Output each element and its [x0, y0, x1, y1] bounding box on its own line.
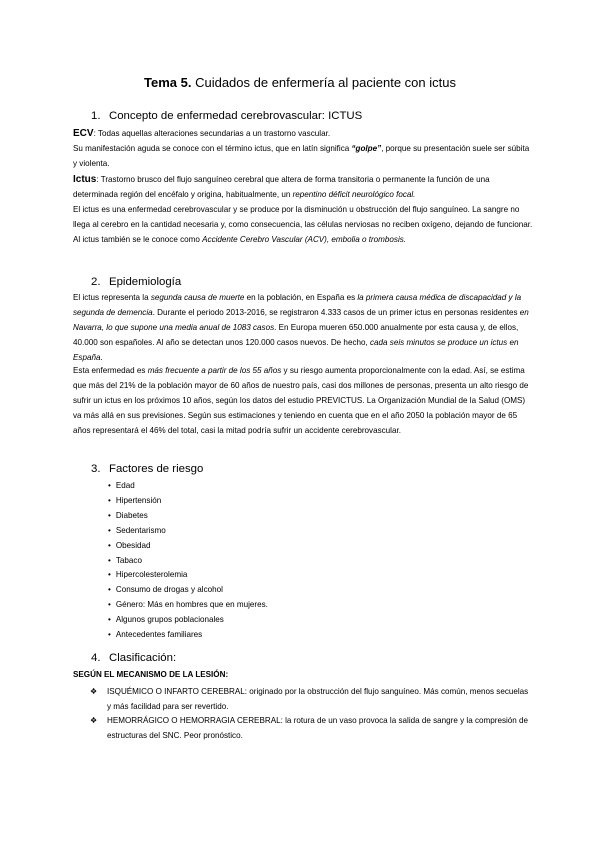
paragraph-ictus: Ictus: Trastorno brusco del flujo sanguíneo cerebral que altera de forma transitoria o permanente la función de una determinada región del encéfalo y origina, habitualmente, un repentino déficit neurológico focal.	[73, 174, 490, 199]
list-item: • Algunos grupos poblacionales	[108, 613, 268, 628]
section-heading-1: 1. Concepto de enfermedad cerebrovascular: ICTUS	[91, 110, 363, 122]
section-heading-2: 2. Epidemiología	[91, 276, 182, 288]
list-item: • Obesidad	[108, 539, 268, 554]
list-item: • Antecedentes familiares	[108, 628, 268, 643]
list-item: • Sedentarismo	[108, 524, 268, 539]
term-ecv: ECV	[73, 128, 94, 139]
section-heading-3: 3. Factores de riesgo	[91, 463, 204, 475]
paragraph-epidemiology-1: El ictus representa la segunda causa de muerte en la población, en España es la primera causa médica de discapacidad y la segunda de demencia. Durante el periodo 2013-2016, se registraron 4.333 casos de un primer ictus en personas residentes en Navarra, lo que supone una media anual de 1083 casos. En Europa mueren 650.000 anualmente por esta causa y, de ellos, 40.000 son españoles. Al año se detectan unos 120.000 casos nuevos. De hecho, cada seis minutos se produce un ictus en España.	[73, 293, 529, 362]
page-title	[0, 75, 600, 90]
list-item: • Género: Más en hombres que en mujeres.	[108, 598, 268, 613]
classification-subheading: SEGÚN EL MECANISMO DE LA LESIÓN:	[73, 670, 229, 679]
title-text: Cuidados de enfermería al paciente con ictus	[191, 75, 456, 90]
paragraph-ecv: ECV: Todas aquellas alteraciones secundarias a un trastorno vascular. Su manifestación aguda se conoce con el término ictus, que en latín significa “golpe”, porque su presentación suele ser súbita y violenta.	[73, 128, 530, 168]
list-item: • Edad	[108, 479, 268, 494]
paragraph-epidemiology-2: Esta enfermedad es más frecuente a partir de los 55 años y su riesgo aumenta proporcionalmente con la edad. Así, se estima que más del 21% de la población mayor de 60 años de nuestro país, casi dos millones de personas, presenta un alto riesgo de sufrir un ictus en los próximos 10 años, según los datos del estudio PREVICTUS. La Organización Mundial de la Salud (OMS) va más allá en sus previsiones. Según sus estimaciones y teniendo en cuenta que en el año 2050 la población mayor de 65 años representará el 46% del total, casi la mitad podría sufrir un accidente cerebrovascular.	[73, 366, 529, 435]
list-item: • Hipercolesterolemia	[108, 568, 268, 583]
title-number: Tema 5.	[144, 75, 192, 90]
list-item: • Tabaco	[108, 554, 268, 569]
risk-factor-list	[108, 479, 268, 643]
paragraph-ictus-definition: El ictus es una enfermedad cerebrovascular y se produce por la disminución u obstrucción del flujo sanguíneo. La sangre no llega al cerebro en la cantidad necesaria y, como consecuencia, las células nerviosas no reciben oxígeno, dejando de funcionar. Al ictus también se le conoce como Accidente Cerebro Vascular (ACV), embolia o trombosis.	[73, 205, 533, 244]
list-item: • Diabetes	[108, 509, 268, 524]
list-item: • Consumo de drogas y alcohol	[108, 583, 268, 598]
classification-item: ❖ HEMORRÁGICO O HEMORRAGIA CEREBRAL: la rotura de un vaso provoca la salida de sangre y la compresión de estructuras del SNC. Peor pronóstico.	[90, 713, 530, 743]
diamond-bullet-icon: ❖	[90, 687, 98, 696]
section-heading-4: 4. Clasificación:	[91, 652, 177, 664]
diamond-bullet-icon: ❖	[90, 716, 98, 725]
classification-item: ❖ ISQUÉMICO O INFARTO CEREBRAL: originado por la obstrucción del flujo sanguíneo. Más común, menos secuelas y más facilidad para ser revertido.	[90, 684, 530, 714]
term-ictus: Ictus	[73, 174, 97, 185]
list-item: • Hipertensión	[108, 494, 268, 509]
